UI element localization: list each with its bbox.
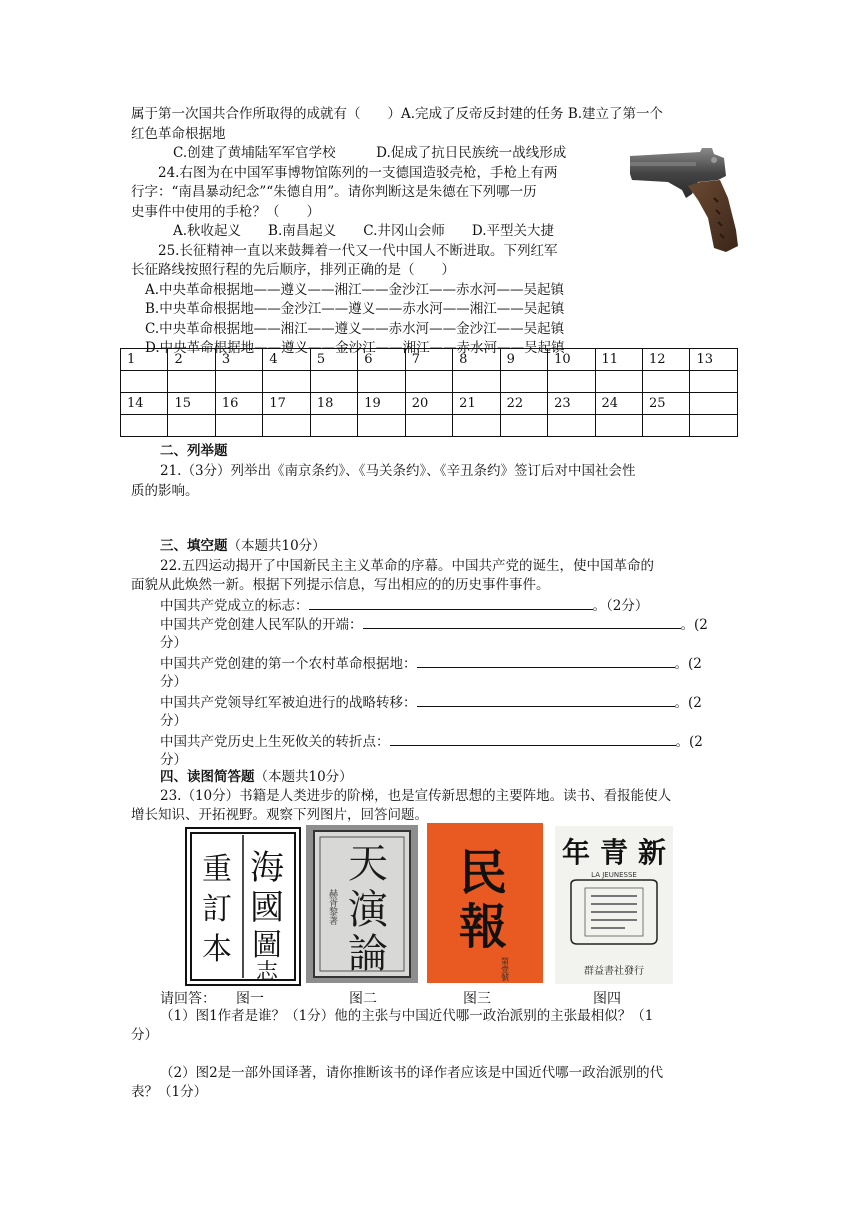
answer-table-header-row-1 <box>121 349 738 371</box>
table-cell: 24 <box>595 393 642 415</box>
q24-line-3: 史事件中使用的手枪？（ ） <box>131 204 320 220</box>
sub-question-1-line-1: （1）图1作者是谁？（1分）他的主张与中国近代哪一政治派别的主张最相似？（1 <box>160 1008 654 1024</box>
table-cell: 12 <box>642 349 689 371</box>
table-cell: 9 <box>500 349 547 371</box>
q23-line-1: 23.（10分）书籍是人类进步的阶梯，也是宣传新思想的主要阵地。读书、看报能使人 <box>160 788 672 804</box>
fig2-char-3: 論 <box>348 931 388 977</box>
section-3-heading <box>160 536 326 556</box>
table-cell: 2 <box>168 349 215 371</box>
q25-line-2: 长征路线按照行程的先后顺序，排列正确的是（ ） <box>131 262 455 278</box>
section-3-title: 三、填空题 <box>160 538 228 554</box>
answer-cell[interactable] <box>500 371 547 393</box>
answer-cell[interactable] <box>453 415 500 437</box>
fig1-char-4: 志 <box>255 960 279 984</box>
fill-1-row <box>160 595 648 616</box>
answer-cell[interactable] <box>595 371 642 393</box>
table-cell: 23 <box>548 393 595 415</box>
fill-5-label: 中国共产党历史上生死攸关的转折点： <box>160 734 390 750</box>
fig2-char-2: 演 <box>348 887 388 933</box>
table-cell: 21 <box>453 393 500 415</box>
answer-cell[interactable] <box>358 371 405 393</box>
fill-2-end: 。(2 <box>680 617 708 633</box>
fig1-char-3: 圖 <box>252 928 282 963</box>
answer-cell[interactable] <box>215 415 262 437</box>
q24-line-1: 24.右图为在中国军事博物馆陈列的一支德国造驳壳枪，手枪上有两 <box>158 165 558 181</box>
fill-1-label: 中国共产党成立的标志： <box>160 598 309 614</box>
fill-3-end-wrap: 分） <box>160 674 187 690</box>
q23-line-2: 增长知识、开拓视野。观察下列图片，回答问题。 <box>131 807 428 823</box>
answer-cell[interactable] <box>215 371 262 393</box>
fill-4-blank[interactable] <box>417 692 675 707</box>
q22-line-2: 面貌从此焕然一新。根据下列提示信息，写出相应的的历史事件事件。 <box>131 577 550 593</box>
table-cell: 5 <box>310 349 357 371</box>
fig4-bottom: 群益書社發行 <box>584 966 644 977</box>
figure-3-image <box>427 823 543 983</box>
q23-options-cd: C.创建了黄埔陆军军官学校 D.促成了抗日民族统一战线形成 <box>173 145 567 161</box>
answer-prompt: 请回答： <box>160 991 216 1007</box>
sub-question-2-line-2: 表？（1分） <box>131 1084 208 1100</box>
fill-3-blank[interactable] <box>417 653 675 668</box>
sub-question-1-line-2: 分） <box>131 1027 158 1043</box>
q24-line-2: 行字：“南昌暴动纪念”“朱德自用”。请你判断这是朱德在下列哪一历 <box>131 184 537 200</box>
fill-3-row <box>160 653 702 674</box>
fill-2-end-wrap: 分） <box>160 635 187 651</box>
figure-1-image <box>185 827 301 986</box>
fill-5-end-wrap: 分） <box>160 752 187 768</box>
table-cell: 15 <box>168 393 215 415</box>
fig3-char-1: 民 <box>458 845 508 901</box>
pistol-icon <box>628 138 744 256</box>
answer-cell[interactable] <box>121 415 168 437</box>
answer-cell[interactable] <box>642 371 689 393</box>
fig3-small: 第壹號 <box>500 957 510 981</box>
fig4-subtitle: LA JEUNESSE <box>591 871 637 879</box>
fill-3-end: 。(2 <box>674 656 702 672</box>
fill-4-end: 。(2 <box>674 695 702 711</box>
sub-question-2-line-1: （2）图2是一部外国译著，请你推断该书的译作者应该是中国近代哪一政治派别的代 <box>160 1065 664 1081</box>
answer-cell[interactable] <box>168 415 215 437</box>
figure-2-image <box>306 825 418 983</box>
fig1-char-2: 國 <box>250 888 284 928</box>
answer-cell[interactable] <box>263 415 310 437</box>
fill-1-blank[interactable] <box>309 595 593 610</box>
caption-figure-2: 图二 <box>349 991 377 1007</box>
fig1-char-5: 重 <box>202 852 232 887</box>
section-2-heading: 二、列举题 <box>160 443 228 459</box>
fig1-char-7: 本 <box>202 932 232 967</box>
answer-cell[interactable] <box>453 371 500 393</box>
section-3-note: （本题共10分） <box>227 538 326 554</box>
figure-4-image <box>555 826 673 984</box>
answer-cell[interactable] <box>690 371 738 393</box>
table-cell: 4 <box>263 349 310 371</box>
answer-cell[interactable] <box>595 415 642 437</box>
fill-2-blank[interactable] <box>363 614 681 629</box>
fig4-char-2: 青 <box>599 836 629 869</box>
table-cell <box>690 393 738 415</box>
answer-cell[interactable] <box>690 415 738 437</box>
table-cell: 16 <box>215 393 262 415</box>
table-cell: 7 <box>405 349 452 371</box>
fig2-char-1: 天 <box>348 841 388 887</box>
q25-option-b: B.中央革命根据地——金沙江——遵义——赤水河——湘江——吴起镇 <box>145 301 565 317</box>
q23-line-2: 红色革命根据地 <box>131 126 226 142</box>
answer-row-2 <box>121 415 738 437</box>
answer-cell[interactable] <box>548 415 595 437</box>
answer-cell[interactable] <box>358 415 405 437</box>
answer-cell[interactable] <box>121 371 168 393</box>
fill-1-end: 。（2分） <box>592 598 649 614</box>
table-cell: 11 <box>595 349 642 371</box>
q25-line-1: 25.长征精神一直以来鼓舞着一代又一代中国人不断进取。下列红军 <box>158 243 558 259</box>
answer-cell[interactable] <box>263 371 310 393</box>
fig1-char-6: 訂 <box>202 892 232 927</box>
fill-5-end: 。(2 <box>675 734 703 750</box>
answer-cell[interactable] <box>310 371 357 393</box>
table-cell: 10 <box>548 349 595 371</box>
fill-5-row <box>160 731 703 752</box>
q23-line-1: 属于第一次国共合作所取得的成就有（ ）A.完成了反帝反封建的任务 B.建立了第一个 <box>131 106 664 122</box>
q21-line-2: 质的影响。 <box>131 483 199 499</box>
fig4-char-1: 新 <box>637 836 667 869</box>
section-4-note: （本题共10分） <box>254 769 353 785</box>
answer-table-header-row-2 <box>121 393 738 415</box>
table-cell: 18 <box>310 393 357 415</box>
answer-cell[interactable] <box>168 371 215 393</box>
answer-table <box>120 348 738 437</box>
answer-row-1 <box>121 371 738 393</box>
q25-option-a: A.中央革命根据地——遵义——湘江——金沙江——赤水河——吴起镇 <box>145 282 565 298</box>
table-cell: 17 <box>263 393 310 415</box>
section-4-heading <box>160 767 353 787</box>
fill-4-end-wrap: 分） <box>160 713 187 729</box>
answer-cell[interactable] <box>405 415 452 437</box>
fill-4-label: 中国共产党领导红军被迫进行的战略转移： <box>160 695 417 711</box>
q25-option-d: D.中央革命根据地——遵义——金沙江——湘江——赤水河——吴起镇 <box>145 340 565 356</box>
fill-4-row <box>160 692 702 713</box>
answer-cell[interactable] <box>642 415 689 437</box>
table-cell: 14 <box>121 393 168 415</box>
table-cell: 25 <box>642 393 689 415</box>
q21-line-1: 21.（3分）列举出《南京条约》、《马关条约》、《辛丑条约》签订后对中国社会性 <box>160 463 636 479</box>
answer-cell[interactable] <box>500 415 547 437</box>
table-cell: 8 <box>453 349 500 371</box>
table-cell: 3 <box>215 349 262 371</box>
q24-options: A.秋收起义 B.南昌起义 C.井冈山会师 D.平型关大捷 <box>173 223 555 239</box>
answer-cell[interactable] <box>548 371 595 393</box>
q25-option-c: C.中央革命根据地——湘江——遵义——赤水河——金沙江——吴起镇 <box>145 321 565 337</box>
table-cell: 13 <box>690 349 738 371</box>
table-cell: 22 <box>500 393 547 415</box>
fill-2-label: 中国共产党创建人民军队的开端： <box>160 617 363 633</box>
table-cell: 19 <box>358 393 405 415</box>
fig4-char-3: 年 <box>561 836 591 869</box>
fill-5-blank[interactable] <box>390 731 676 746</box>
fig1-char-1: 海 <box>250 848 284 888</box>
section-4-title: 四、读图简答题 <box>160 769 255 785</box>
answer-cell[interactable] <box>405 371 452 393</box>
fill-3-label: 中国共产党创建的第一个农村革命根据地： <box>160 656 417 672</box>
mauser-pistol-image <box>628 138 744 256</box>
table-cell: 20 <box>405 393 452 415</box>
fig2-side-text: 赫胥黎著 <box>327 889 337 925</box>
q22-line-1: 22.五四运动揭开了中国新民主主义革命的序幕。中国共产党的诞生，使中国革命的 <box>160 558 654 574</box>
fig3-char-2: 報 <box>458 899 508 955</box>
table-cell: 1 <box>121 349 168 371</box>
caption-figure-4: 图四 <box>593 991 621 1007</box>
table-cell: 6 <box>358 349 405 371</box>
caption-figure-3: 图三 <box>463 991 491 1007</box>
fill-2-row <box>160 614 708 635</box>
answer-cell[interactable] <box>310 415 357 437</box>
caption-figure-1: 图一 <box>236 991 264 1007</box>
